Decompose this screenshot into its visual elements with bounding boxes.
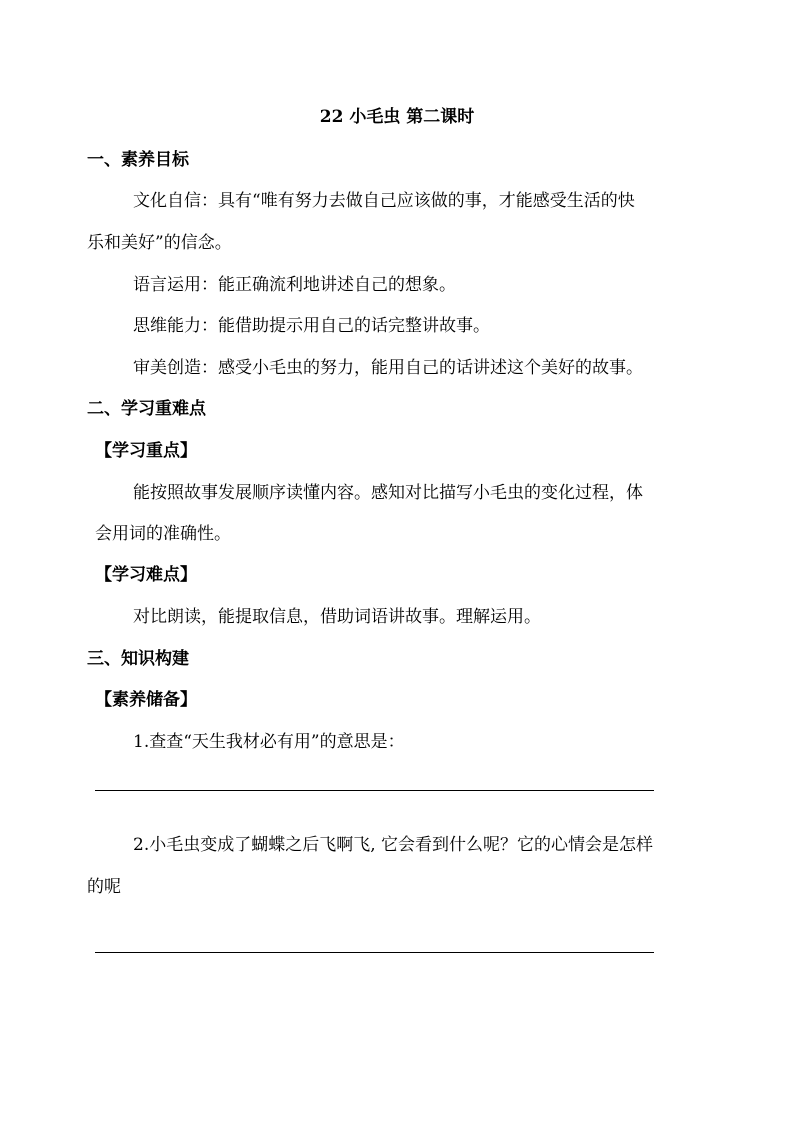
answer-line-1[interactable] <box>95 790 654 791</box>
section-heading-goals: 一、素养目标 <box>87 150 189 170</box>
subheading-preparation: 【素养储备】 <box>95 690 197 710</box>
difficulty-line: 对比朗读，能提取信息，借助词语讲故事。理解运用。 <box>133 607 541 627</box>
key-point-line: 会用词的准确性。 <box>95 524 231 544</box>
question-2-continued: 的呢 <box>87 877 121 897</box>
section-heading-key-points: 二、学习重难点 <box>87 399 206 419</box>
goal-line: 文化自信：具有“唯有努力去做自己应该做的事，才能感受生活的快 <box>133 191 635 211</box>
subheading-key-point: 【学习重点】 <box>95 441 197 461</box>
goal-line: 思维能力：能借助提示用自己的话完整讲故事。 <box>133 316 490 336</box>
answer-line-2[interactable] <box>95 952 654 953</box>
key-point-line: 能按照故事发展顺序读懂内容。感知对比描写小毛虫的变化过程，体 <box>133 483 643 503</box>
section-heading-knowledge: 三、知识构建 <box>87 649 189 669</box>
question-1: 1.查查“天生我材必有用”的意思是： <box>133 732 405 752</box>
page-title: 22 小毛虫 第二课时 <box>319 107 475 127</box>
subheading-difficulty: 【学习难点】 <box>95 565 197 585</box>
question-2: 2.小毛虫变成了蝴蝶之后飞啊飞, 它会看到什么呢？它的心情会是怎样 <box>133 835 654 855</box>
goal-line: 审美创造：感受小毛虫的努力，能用自己的话讲述这个美好的故事。 <box>133 358 643 378</box>
goal-line: 乐和美好”的信念。 <box>87 233 232 253</box>
goal-line: 语言运用：能正确流利地讲述自己的想象。 <box>133 275 456 295</box>
